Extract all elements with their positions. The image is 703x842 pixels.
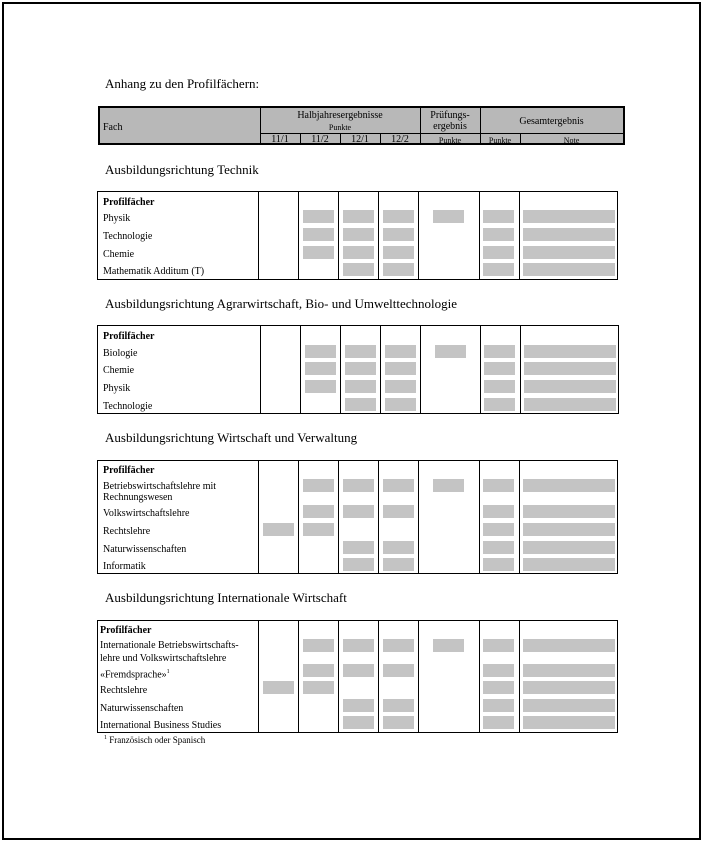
header-table [98,106,625,145]
table-international [97,620,618,733]
row-label: Rechtslehre [103,526,151,537]
header-col-112: 11/2 [311,134,329,145]
grade-field [383,699,414,712]
grade-field [343,263,374,276]
grade-field [484,380,515,393]
grade-field [483,664,514,677]
grade-field [345,380,376,393]
grade-field [343,246,374,259]
header-punkte-ges: Punkte [488,136,512,145]
grade-field [483,716,514,729]
grade-field [303,505,334,518]
grade-field [303,639,334,652]
grade-field [433,639,464,652]
grade-field [303,681,334,694]
fremdsprache-label: «Fremdsprache» [100,669,167,681]
header-punkte-sub: Punkte [328,123,352,132]
row-label: Internationale Betriebswirtschafts- [100,640,239,651]
grade-field [524,398,616,411]
grade-field [383,664,414,677]
grade-field [523,699,615,712]
grade-field [484,345,515,358]
grade-field [383,210,414,223]
grade-field [385,345,416,358]
grade-field [263,681,294,694]
grade-field [343,699,374,712]
grade-field [343,541,374,554]
grade-field [343,228,374,241]
grade-field [345,398,376,411]
grade-field [523,558,615,571]
row-label: Naturwissenschaften [103,544,187,555]
grade-field [523,246,615,259]
section-title-wirtschaft: Ausbildungsrichtung Wirtschaft und Verwaltung [105,430,358,445]
grade-field [345,362,376,375]
grade-field [303,523,334,536]
row-label: International Business Studies [100,720,222,731]
row-label: Rechnungswesen [103,492,173,503]
grade-field [345,345,376,358]
header-pruefung-2: ergebnis [433,121,467,132]
header-halbjahr: Halbjahresergebnisse [297,110,383,121]
grade-field [483,246,514,259]
grade-field [383,228,414,241]
section-title-international: Ausbildungsrichtung Internationale Wirtschaft [105,590,347,605]
profilfaecher-head: Profilfächer [100,625,152,636]
grade-field [343,716,374,729]
grade-field [263,523,294,536]
grade-field [433,210,464,223]
grade-field [483,639,514,652]
header-punkte-pruef: Punkte [438,136,462,145]
footnote-ref: 1 [166,669,170,675]
row-label: Mathematik Additum (T) [103,266,205,277]
grade-field [523,523,615,536]
grade-field [523,228,615,241]
grade-field [305,362,336,375]
footnote-text: Französisch oder Spanisch [109,735,206,745]
grade-field [385,398,416,411]
profilfaecher-head: Profilfächer [103,331,155,342]
row-label: Biologie [103,348,138,359]
table-technik [97,191,618,280]
grade-field [303,228,334,241]
grade-field [383,505,414,518]
grade-field [343,210,374,223]
section-title-technik: Ausbildungsrichtung Technik [105,162,259,177]
header-col-111: 11/1 [271,134,289,145]
grade-field [385,380,416,393]
grade-field [435,345,466,358]
grade-field [483,541,514,554]
grade-field [523,681,615,694]
grade-field [383,716,414,729]
header-pruefung-1: Prüfungs- [430,110,470,121]
grade-field [523,505,615,518]
row-label: Informatik [103,561,146,572]
table-agrar [97,325,619,414]
grade-field [484,398,515,411]
grade-field [383,263,414,276]
header-note: Note [563,136,580,145]
row-label: Physik [103,383,131,394]
profilfaecher-head: Profilfächer [103,197,155,208]
grade-field [523,639,615,652]
grade-field [483,699,514,712]
table-wirtschaft [97,460,618,574]
row-label: Chemie [103,365,135,376]
grade-field [383,558,414,571]
row-label: Betriebswirtschaftslehre mit [103,481,217,492]
grade-field [303,210,334,223]
grade-field [523,716,615,729]
grade-field [343,664,374,677]
grade-field [483,479,514,492]
grade-field [524,345,616,358]
row-label: Naturwissenschaften [100,703,184,714]
grade-field [484,362,515,375]
grade-field [483,210,514,223]
grade-field [483,558,514,571]
row-label [100,667,170,680]
grade-field [483,681,514,694]
grade-field [483,263,514,276]
grade-field [383,246,414,259]
grade-field [343,505,374,518]
row-label: Volkswirtschaftslehre [103,508,190,519]
grade-field [305,345,336,358]
row-label: Technologie [103,401,153,412]
row-label: lehre und Volkswirtschaftslehre [100,653,227,664]
grade-field [433,479,464,492]
header-gesamt: Gesamtergebnis [519,116,584,127]
grade-field [483,523,514,536]
row-label: Chemie [103,249,135,260]
grade-field [303,479,334,492]
header-col-122: 12/2 [391,134,409,145]
row-label: Rechtslehre [100,685,148,696]
grade-field [523,664,615,677]
grade-field [343,639,374,652]
grade-field [305,380,336,393]
section-title-agrar: Ausbildungsrichtung Agrarwirtschaft, Bio- und Umwelttechnologie [105,296,458,311]
grade-field [483,228,514,241]
grade-field [383,479,414,492]
grade-field [343,479,374,492]
grade-field [343,558,374,571]
grade-field [383,541,414,554]
footnote [104,735,205,745]
grade-field [385,362,416,375]
grade-field [483,505,514,518]
profilfaecher-head: Profilfächer [103,465,155,476]
grade-field [303,246,334,259]
grade-field [524,362,616,375]
header-col-121: 12/1 [351,134,369,145]
intro-heading: Anhang zu den Profilfächern: [105,76,260,91]
grade-field [523,263,615,276]
grade-field [523,541,615,554]
row-label: Physik [103,213,131,224]
grade-field [524,380,616,393]
row-label: Technologie [103,231,153,242]
header-fach: Fach [103,122,123,133]
footnote-mark: 1 [104,735,107,741]
grade-field [383,639,414,652]
grade-field [303,664,334,677]
grade-field [523,210,615,223]
grade-field [523,479,615,492]
